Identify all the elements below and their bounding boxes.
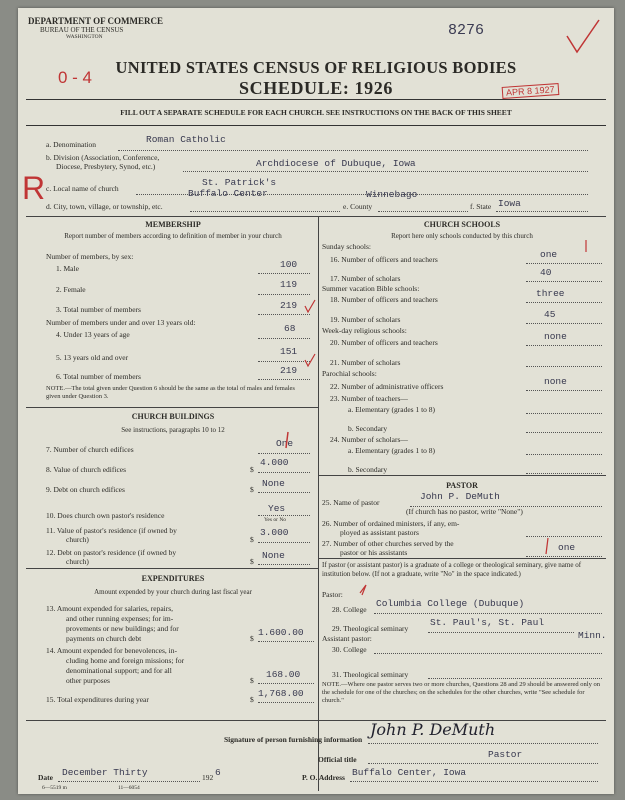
owns-residence-value: Yes	[268, 503, 286, 514]
residence-value-label: 11. Value of pastor's residence (if owned by	[46, 526, 177, 535]
date-label: Date	[38, 773, 53, 782]
q23-label: 23. Number of teachers—	[330, 394, 408, 403]
department-name: DEPARTMENT OF COMMERCE	[28, 16, 164, 26]
check-mark-icon	[563, 18, 603, 58]
graduate-note: If pastor (or assistant pastor) is a graduate of a college or theological seminary, give name of institution below. (If not a graduate, write "No" in the space indicated.)	[322, 561, 582, 578]
handwritten-initial: R	[22, 170, 46, 206]
exp13-line3: provements or new buildings; and for	[66, 624, 179, 633]
q28-label: 28. College	[332, 605, 367, 614]
schools-check-icon	[578, 236, 598, 296]
expenditures-title: EXPENDITURES	[141, 574, 205, 583]
weekday-heading: Week-day religious schools:	[322, 326, 407, 335]
exp13-line4: payments on church debt	[66, 634, 142, 643]
edifice-debt-value: None	[262, 478, 285, 489]
edifices-value: One	[276, 438, 294, 449]
q26-label: 26. Number of ordained ministers, if any, em-	[322, 519, 460, 528]
division-label: b. Division (Association, Conference,	[46, 153, 160, 162]
q23a-label: a. Elementary (grades 1 to 8)	[348, 405, 436, 414]
buildings-title: CHURCH BUILDINGS	[131, 412, 215, 421]
church-name-label: c. Local name of church	[46, 184, 119, 193]
dollar-sign-8: $	[250, 465, 254, 474]
q25-label: 25. Name of pastor	[322, 498, 380, 507]
sunday-heading: Sunday schools:	[322, 242, 371, 251]
assistant-heading: Assistant pastor:	[322, 634, 372, 643]
q19-value: 45	[544, 309, 556, 320]
q16-label: 16. Number of officers and teachers	[330, 255, 438, 264]
q18-label: 18. Number of officers and teachers	[330, 295, 438, 304]
pastor-note: NOTE.—Where one pastor serves two or more churches, Questions 28 and 29 should be answered only on the schedule for one of the churches; on the schedules for the other churches, write "See schedule for church."	[322, 681, 600, 704]
male-value: 100	[280, 259, 298, 270]
dollar-sign-11: $	[250, 535, 254, 544]
owns-residence-label: 10. Does church own pastor's residence	[46, 511, 165, 520]
exp13-line2: and other running expenses; for im-	[66, 614, 174, 623]
q16-value: one	[540, 249, 558, 260]
over-13-label: 5. 13 years old and over	[56, 353, 129, 362]
over-13-value: 151	[280, 346, 298, 357]
exp13-line1: 13. Amount expended for salaries, repairs,	[46, 604, 174, 613]
q17-label: 17. Number of scholars	[330, 274, 401, 283]
church-name-value: St. Patrick's	[202, 177, 277, 188]
exp14-value: 168.00	[266, 669, 301, 680]
dollar-sign-13: $	[250, 634, 254, 643]
pastor-grad-mark-icon	[358, 583, 378, 597]
vacation-heading: Summer vacation Bible schools:	[322, 284, 420, 293]
q21-label: 21. Number of scholars	[330, 358, 401, 367]
denomination-value: Roman Catholic	[146, 134, 226, 145]
residence-debt-label-2: church)	[66, 557, 89, 566]
q27-label-2: pastor or his assistants	[340, 548, 408, 557]
q20-value: none	[544, 331, 567, 342]
schools-title: CHURCH SCHOOLS	[423, 220, 501, 229]
membership-title: MEMBERSHIP	[145, 220, 201, 229]
membership-age-heading: Number of members under and over 13 years old:	[46, 318, 196, 327]
schedule-title: SCHEDULE: 1926	[239, 78, 393, 98]
membership-desc: Report number of members according to definition of member in your church	[64, 232, 282, 240]
exp14-line4: other purposes	[66, 676, 110, 685]
schools-desc: Report here only schools conducted by this church	[391, 232, 533, 240]
q20-label: 20. Number of officers and teachers	[330, 338, 438, 347]
other-churches-mark-icon	[538, 536, 558, 556]
membership-note: NOTE.—The total given under Question 6 should be the same as the total of males and females given under Question 3.	[46, 385, 295, 400]
denomination-label: a. Denomination	[46, 140, 96, 149]
under-13-value: 68	[284, 323, 296, 334]
county-value: Winnebago	[366, 189, 418, 200]
total-members-2-value: 219	[280, 365, 298, 376]
bureau-name: BUREAU OF THE CENSUS	[40, 26, 124, 34]
under-13-label: 4. Under 13 years of age	[56, 330, 130, 339]
residence-value-value: 3.000	[260, 527, 289, 538]
college-value: Columbia College (Dubuque)	[376, 598, 525, 609]
yes-no-hint: Yes or No	[264, 517, 287, 523]
signature: John P. DeMuth	[370, 720, 496, 739]
edifice-debt-label: 9. Debt on church edifices	[46, 485, 125, 494]
q18-value: three	[536, 288, 565, 299]
pastor-name-value: John P. DeMuth	[420, 491, 500, 502]
dollar-sign-12: $	[250, 557, 254, 566]
city-value: Buffalo Center	[188, 188, 268, 199]
exp14-line1: 14. Amount expended for benevolences, in-	[46, 646, 178, 655]
q22-label: 22. Number of administrative officers	[330, 382, 444, 391]
instruction-banner: FILL OUT A SEPARATE SCHEDULE FOR EACH CHURCH. SEE INSTRUCTIONS ON THE BACK OF THIS SHEET	[26, 99, 606, 126]
total-members-2-label: 6. Total number of members	[56, 372, 141, 381]
expenditures-desc: Amount expended by your church during last fiscal year	[94, 588, 252, 596]
total-members-value: 219	[280, 300, 298, 311]
signature-label: Signature of person furnishing information	[224, 735, 363, 744]
print-code: 6—5519 m	[42, 785, 67, 791]
date-value: December Thirty	[62, 767, 148, 778]
q24a-label: a. Elementary (grades 1 to 8)	[348, 446, 436, 455]
q19-label: 19. Number of scholars	[330, 315, 401, 324]
q24-label: 24. Number of scholars—	[330, 435, 408, 444]
form-number: 8276	[448, 22, 485, 39]
dollar-sign-15: $	[250, 695, 254, 704]
membership-check-icon	[302, 252, 318, 392]
exp14-line3: denominational support; and for all	[66, 666, 172, 675]
buildings-desc: See instructions, paragraphs 10 to 12	[121, 426, 225, 434]
edifices-value-value: 4.000	[260, 457, 289, 468]
pastor-title: PASTOR	[446, 481, 478, 490]
exp15-label: 15. Total expenditures during year	[46, 695, 149, 704]
division-label-2: Diocese, Presbytery, Synod, etc.)	[56, 162, 156, 171]
q31-label: 31. Theological seminary	[332, 670, 409, 679]
address-value: Buffalo Center, Iowa	[352, 767, 467, 778]
bureau-city: WASHINGTON	[66, 34, 103, 40]
city-label: d. City, town, village, or township, etc.	[46, 202, 163, 211]
census-form-page	[18, 8, 614, 794]
edifices-label: 7. Number of church edifices	[46, 445, 134, 454]
q30-label: 30. College	[332, 645, 367, 654]
year-suffix: 6	[215, 767, 221, 778]
residence-value-label-2: church)	[66, 535, 89, 544]
q22-value: none	[544, 376, 567, 387]
q26-label-2: ployed as assistant pastors	[340, 528, 419, 537]
total-members-label: 3. Total number of members	[56, 305, 141, 314]
q25-hint: (If church has no pastor, write "None")	[406, 507, 523, 516]
handwritten-code: 0 - 4	[58, 68, 93, 87]
print-code-2: 11—6054	[118, 785, 140, 791]
q27-label: 27. Number of other churches served by the	[322, 539, 454, 548]
parochial-heading: Parochial schools:	[322, 369, 377, 378]
female-label: 2. Female	[56, 285, 86, 294]
state-label: f. State	[470, 202, 492, 211]
q23b-label: b. Secondary	[348, 424, 388, 433]
q29-label: 29. Theological seminary	[332, 624, 409, 633]
official-title-value: Pastor	[488, 749, 523, 760]
official-title-label: Official title	[318, 755, 357, 764]
edifice-check-icon	[266, 430, 306, 450]
received-stamp: APR 8 1927	[502, 83, 559, 99]
residence-debt-value: None	[262, 550, 285, 561]
seminary-value: St. Paul's, St. Paul	[430, 617, 545, 628]
address-label: P. O. Address	[302, 773, 345, 782]
form-title: UNITED STATES CENSUS OF RELIGIOUS BODIES	[115, 58, 517, 77]
q17-value: 40	[540, 267, 552, 278]
dollar-sign-9: $	[250, 485, 254, 494]
female-value: 119	[280, 279, 298, 290]
exp15-value: 1,768.00	[258, 688, 304, 699]
edifices-value-label: 8. Value of church edifices	[46, 465, 127, 474]
male-label: 1. Male	[56, 264, 79, 273]
other-churches-value: one	[558, 542, 576, 553]
exp14-line2: cluding home and foreign missions; for	[66, 656, 185, 665]
county-label: e. County	[343, 202, 373, 211]
residence-debt-label: 12. Debt on pastor's residence (if owned by	[46, 548, 177, 557]
q24b-label: b. Secondary	[348, 465, 388, 474]
year-prefix: 192	[202, 773, 214, 782]
dollar-sign-14: $	[250, 676, 254, 685]
division-value: Archdiocese of Dubuque, Iowa	[256, 158, 416, 169]
pastor-grad-heading: Pastor:	[322, 590, 343, 599]
membership-sex-heading: Number of members, by sex:	[46, 252, 134, 261]
seminary-value-2: Minn.	[578, 630, 607, 641]
exp13-value: 1.600.00	[258, 627, 304, 638]
state-value: Iowa	[498, 198, 521, 209]
